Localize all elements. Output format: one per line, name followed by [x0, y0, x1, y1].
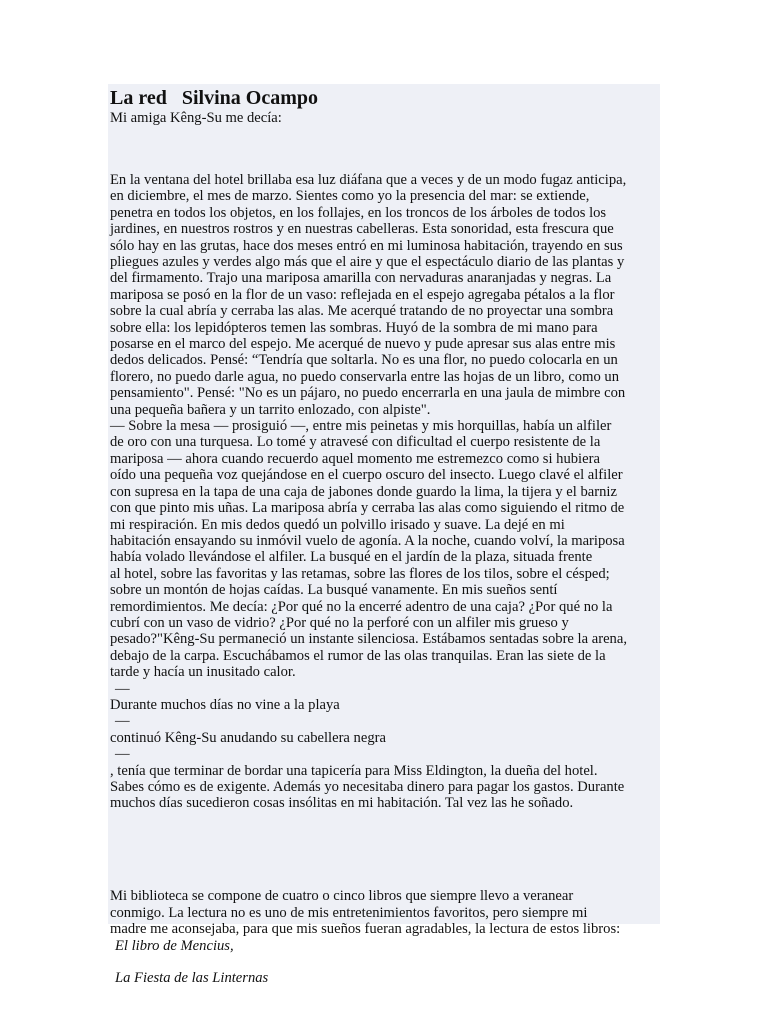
text-line: mi respiración. En mis dedos quedó un polvillo irisado y suave. La dejé en mi: [110, 516, 565, 533]
text-line: pliegues azules y verdes algo más que el aire y que el espectáculo diario de las plantas y: [110, 254, 625, 271]
blank-line: [110, 141, 658, 157]
book-title: La Fiesta de las Linternas: [115, 970, 269, 987]
text-line: pensamiento". Pensé: "No es un pájaro, no puedo encerrarla en una jaula de mimbre con: [110, 385, 626, 402]
text-line: jardines, en nuestros rostros y en nuestras cabelleras. Esta sonoridad, esta frescura que: [110, 221, 614, 238]
text-line: posarse en el marco del espejo. Me acerqué de nuevo y pude apresar sus alas entre mis: [110, 336, 616, 353]
text-line: debajo de la carpa. Escuchábamos el rumor de las olas tranquilas. Eran las siete de la: [110, 647, 606, 664]
text-line: una pequeña bañera y un tarrito enlozado, con alpiste".: [110, 401, 431, 418]
text-line: penetra en todos los objetos, en los follajes, en los troncos de los árboles de todos los: [110, 204, 607, 221]
text-line: mariposa — ahora cuando recuerdo aquel momento me estremezco como si hubiera: [110, 450, 600, 467]
blank-line: [110, 826, 658, 842]
text-line: cubrí con un vaso de vidrio? ¿Por qué no la perforé con un alfiler mis grueso y: [110, 614, 569, 631]
text-line: remordimientos. Me decía: ¿Por qué no la encerré adentro de una caja? ¿Por qué no la: [110, 598, 613, 615]
text-line: sobre la cual abría y cerraba las alas. Me acerqué tratando de no proyectar una sombra: [110, 303, 614, 320]
text-line: , tenía que terminar de bordar una tapicería para Miss Eldington, la dueña del hotel.: [110, 762, 598, 779]
text-line: sobre un montón de hojas caídas. La busqué vanamente. En mis sueños sentí: [110, 582, 558, 599]
text-line: había volado llevándose el alfiler. La busqué en el jardín de la plaza, situada frente: [110, 549, 593, 566]
text-line: habitación ensayando su inmóvil vuelo de agonía. A la noche, cuando volví, la mariposa: [110, 532, 625, 549]
blank-line: [110, 954, 658, 970]
text-line: tarde y hacía un inusitado calor.: [110, 664, 296, 681]
text-line: Durante muchos días no vine a la playa: [110, 696, 340, 713]
text-line: sobre ella: los lepidópteros temen las sombras. Huyó de la sombra de mi mano para: [110, 319, 598, 336]
text-line: en diciembre, el mes de marzo. Sientes como yo la presencia del mar: se extiende,: [110, 188, 590, 205]
text-line: En la ventana del hotel brillaba esa luz diáfana que a veces y de un modo fugaz anticipa,: [110, 171, 627, 188]
text-line: dedos delicados. Pensé: “Tendría que soltarla. No es una flor, no puedo colocarla en un: [110, 352, 618, 369]
dash-line: —: [115, 680, 130, 697]
blank-line: [110, 857, 658, 873]
text-line: muchos días sucedieron cosas insólitas en mi habitación. Tal vez las he soñado.: [110, 795, 574, 812]
body-text: [110, 110, 658, 938]
book-title: El libro de Mencius,: [115, 937, 234, 954]
text-line: conmigo. La lectura no es uno de mis entretenimientos favoritos, pero siempre mi: [110, 904, 588, 921]
text-line: mariposa se posó en la flor de un vaso: reflejada en el espejo agregaba pétalos a la flor: [110, 286, 615, 303]
text-line: con supresa en la tapa de una caja de jabones donde guardo la lima, la tijera y el barniz: [110, 483, 617, 500]
document-text: [110, 86, 658, 987]
document-page: [108, 84, 660, 987]
text-line: de oro con una turquesa. Lo tomé y atravesé con dificultad el cuerpo resistente de la: [110, 434, 601, 451]
dash-line: —: [115, 713, 130, 730]
document-title: La red Silvina Ocampo: [110, 87, 318, 109]
text-line: Mi amiga Kêng-Su me decía:: [110, 110, 282, 126]
text-line: al hotel, sobre las favoritas y las retamas, sobre las flores de los tilos, sobre el césped;: [110, 565, 610, 582]
text-line: continuó Kêng-Su anudando su cabellera negra: [110, 729, 386, 746]
text-line: Sabes cómo es de exigente. Además yo necesitaba dinero para pagar los gastos. Durante: [110, 779, 625, 796]
text-line: sólo hay en las grutas, hace dos meses entró en mi luminosa habitación, trayendo en sus: [110, 237, 623, 254]
text-line: del firmamento. Trajo una mariposa amarilla con nervaduras anaranjadas y negras. La: [110, 270, 612, 287]
text-line: madre me aconsejaba, para que mis sueños fueran agradables, la lectura de estos libros:: [110, 921, 621, 938]
text-line: con que pinto mis uñas. La mariposa abría y cerraba las alas como siguiendo el ritmo de: [110, 500, 625, 517]
dash-line: —: [115, 746, 130, 763]
text-line: pesado?"Kêng-Su permaneció un instante silenciosa. Estábamos sentadas sobre la arena,: [110, 631, 627, 648]
text-line: florero, no puedo darle agua, no puedo conservarla entre las hojas de un libro, como un: [110, 368, 619, 385]
text-line: Mi biblioteca se compone de cuatro o cinco libros que siempre llevo a veranear: [110, 888, 574, 905]
text-line: oído una pequeña voz quejándose en el cuerpo oscuro del insecto. Luego clavé el alfiler: [110, 467, 623, 484]
text-line: — Sobre la mesa — prosiguió —, entre mis peinetas y mis horquillas, había un alfiler: [110, 418, 612, 435]
